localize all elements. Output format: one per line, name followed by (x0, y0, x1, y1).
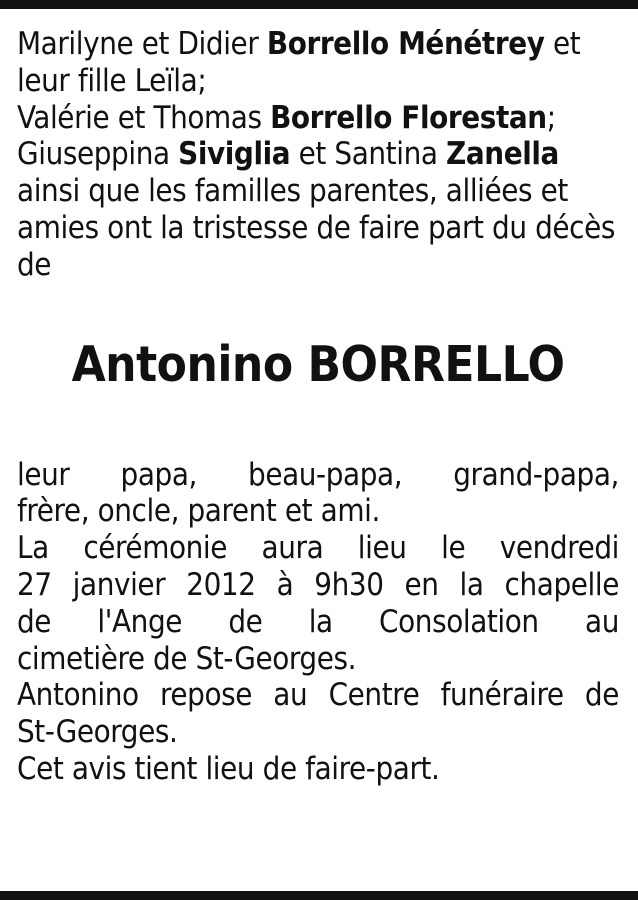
ceremony-line: cimetière de St-Georges. (17, 640, 357, 677)
bottom-border-rule (0, 891, 638, 900)
family-line-menetrey (17, 26, 619, 100)
rest-line: Antonino repose au Centre funéraire de (17, 677, 619, 714)
family-announcement (17, 26, 619, 284)
rest-line: St-Georges. (17, 714, 178, 751)
family-text: Marilyne et Didier (17, 26, 267, 62)
deceased-name: Antonino BORRELLO (71, 335, 565, 393)
family-text: et leur fille Leïla; (17, 26, 581, 99)
family-line-florestan (17, 100, 619, 137)
family-text: et Santina (290, 136, 446, 173)
ceremony-paragraph (17, 530, 619, 677)
relations-paragraph (17, 457, 619, 531)
family-text: ; (546, 99, 556, 136)
top-border-rule (0, 0, 638, 9)
family-surname: Siviglia (178, 136, 291, 173)
ceremony-line: de l'Ange de la Consolation au (17, 603, 619, 640)
family-text: Valérie et Thomas (17, 99, 271, 136)
relations-line: leur papa, beau-papa, grand-papa, (17, 456, 619, 493)
relations-line: frère, oncle, parent et ami. (17, 493, 380, 530)
ceremony-line: La cérémonie aura lieu le vendredi (17, 530, 619, 567)
family-surname: Zanella (446, 136, 559, 173)
family-surname: Borrello Florestan (270, 99, 547, 136)
closing-text: Cet avis tient lieu de faire-part. (17, 750, 440, 787)
announcement-text: ainsi que les familles parentes, alliées et amies ont la tristesse de faire part du décès de (17, 173, 615, 283)
family-text: Giuseppina (17, 136, 179, 173)
family-line-siviglia-zanella (17, 136, 619, 173)
family-surname: Borrello Ménétrey (266, 26, 545, 62)
rest-paragraph (17, 677, 619, 751)
notice-body (17, 457, 619, 788)
ceremony-line: 27 janvier 2012 à 9h30 en la chapelle (17, 566, 619, 603)
obituary-notice (17, 26, 619, 788)
